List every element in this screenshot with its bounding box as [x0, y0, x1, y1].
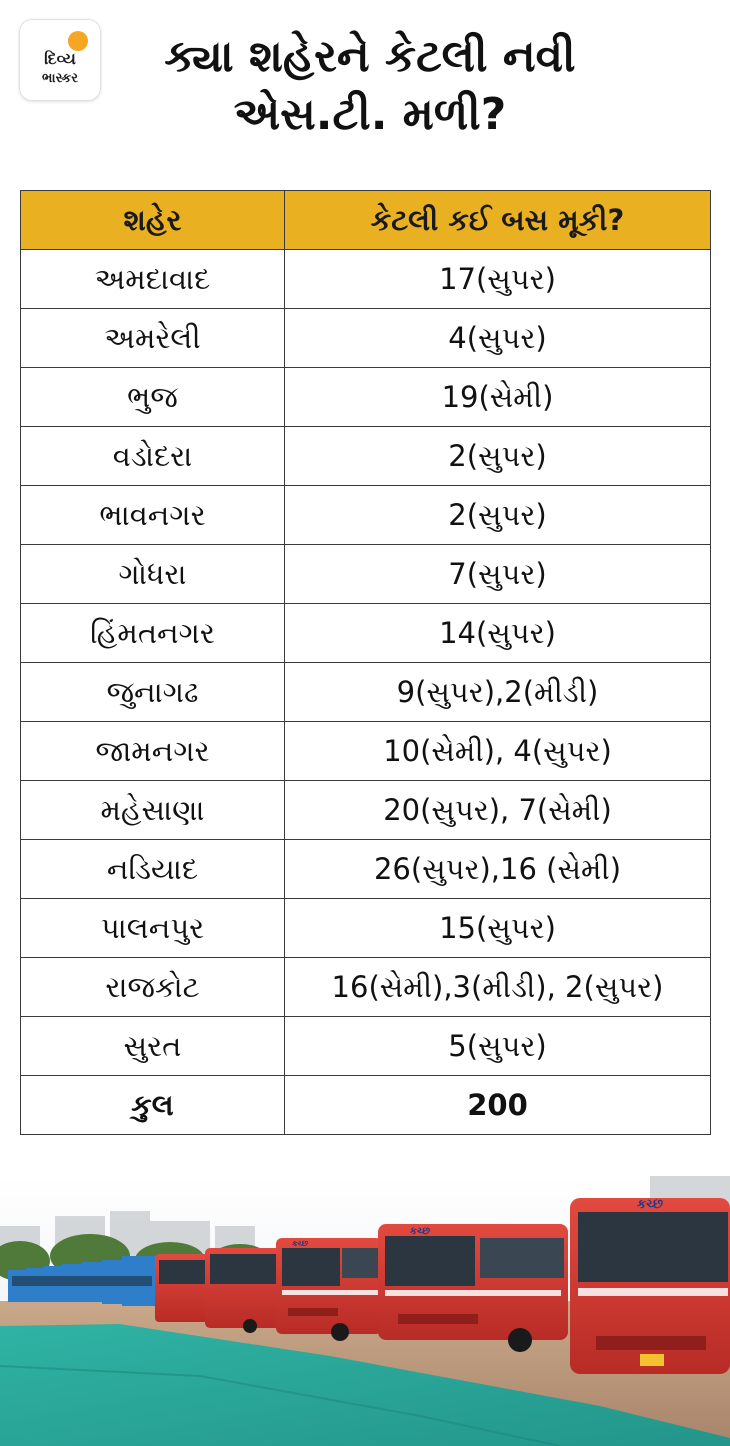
- total-row: [21, 1076, 711, 1135]
- city-cell: નડિયાદ: [21, 840, 285, 899]
- buses-cell: 19(સેમી): [285, 368, 711, 427]
- city-cell: પાલનપુર: [21, 899, 285, 958]
- city-cell: જામનગર: [21, 722, 285, 781]
- header-city: શહેર: [21, 191, 285, 250]
- city-cell: અમદાવાદ: [21, 250, 285, 309]
- buses-cell: 5(સુપર): [285, 1017, 711, 1076]
- table-row: [21, 604, 711, 663]
- title-line-2: એસ.ટી. મળી?: [233, 89, 507, 140]
- table-row: [21, 958, 711, 1017]
- city-cell: અમરેલી: [21, 309, 285, 368]
- buses-cell: 17(સુપર): [285, 250, 711, 309]
- buses-cell: 15(સુપર): [285, 899, 711, 958]
- buses-cell: 9(સુપર),2(મીડી): [285, 663, 711, 722]
- table-row: [21, 309, 711, 368]
- buses-cell: 2(સુપર): [285, 427, 711, 486]
- bus-destination-label: કચ્છ: [291, 1239, 309, 1248]
- buses-cell: 2(સુપર): [285, 486, 711, 545]
- total-value: 200: [285, 1076, 711, 1135]
- city-cell: જુનાગઢ: [21, 663, 285, 722]
- table-row: [21, 486, 711, 545]
- city-cell: ગોધરા: [21, 545, 285, 604]
- table-header-row: [21, 191, 711, 250]
- bus-allocation-table: [20, 190, 711, 1135]
- bus-depot-photo: [0, 1176, 730, 1446]
- bus-destination-label: કચ્છ: [409, 1226, 431, 1237]
- divya-bhaskar-logo: [20, 20, 100, 100]
- buses-cell: 10(સેમી), 4(સુપર): [285, 722, 711, 781]
- table-row: [21, 1017, 711, 1076]
- table-row: [21, 545, 711, 604]
- table-row: [21, 840, 711, 899]
- table-row: [21, 427, 711, 486]
- city-cell: રાજકોટ: [21, 958, 285, 1017]
- city-cell: મહેસાણા: [21, 781, 285, 840]
- table-row: [21, 663, 711, 722]
- buses-cell: 16(સેમી),3(મીડી), 2(સુપર): [285, 958, 711, 1017]
- title-line-1: ક્યા શહેરને કેટલી નવી: [164, 31, 576, 82]
- buses-cell: 26(સુપર),16 (સેમી): [285, 840, 711, 899]
- table-row: [21, 368, 711, 427]
- buses-cell: 4(સુપર): [285, 309, 711, 368]
- logo-line-1: દિવ્ય: [44, 49, 76, 68]
- sun-icon: [68, 31, 88, 51]
- header-buses: કેટલી કઈ બસ મૂકી?: [285, 191, 711, 250]
- city-cell: ભુજ: [21, 368, 285, 427]
- city-cell: સુરત: [21, 1017, 285, 1076]
- page-title: [125, 28, 615, 144]
- buses-cell: 7(સુપર): [285, 545, 711, 604]
- city-cell: વડોદરા: [21, 427, 285, 486]
- logo-line-2: ભાસ્કર: [42, 71, 78, 86]
- city-cell: ભાવનગર: [21, 486, 285, 545]
- bus-destination-label: કચ્છ: [636, 1197, 664, 1212]
- city-cell: હિંમતનગર: [21, 604, 285, 663]
- buses-cell: 14(સુપર): [285, 604, 711, 663]
- buses-cell: 20(સુપર), 7(સેમી): [285, 781, 711, 840]
- table-row: [21, 250, 711, 309]
- table-row: [21, 781, 711, 840]
- table-row: [21, 899, 711, 958]
- table-row: [21, 722, 711, 781]
- total-label: કુલ: [21, 1076, 285, 1135]
